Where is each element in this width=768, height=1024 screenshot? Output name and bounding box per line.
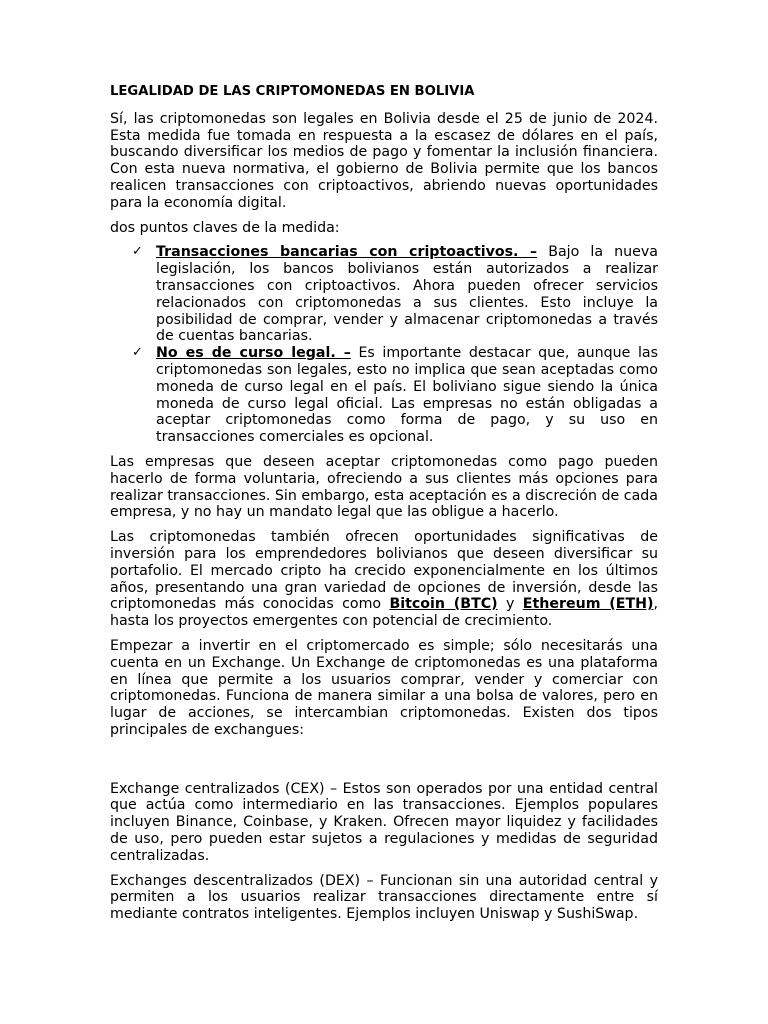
inversion-text-mid: y (497, 596, 523, 613)
ethereum-link[interactable]: Ethereum (ETH) (522, 596, 654, 613)
checkmark-icon: ✓ (132, 345, 143, 361)
cex-paragraph: Exchange centralizados (CEX) – Estos son operados por una entidad central que actúa como intermediario en las transacciones. Ejemplos populares incluyen Binance, Coinbase, y Kraken. Ofrecen mayor liquidez y facilidades de uso, pero pueden estar sujetos a regulaciones y medidas de seguridad centralizadas. (110, 780, 658, 864)
list-item (132, 345, 658, 446)
inversion-text-before: Las criptomonedas también ofrecen oportunidades significativas de inversión para los emprendedores bolivianos que deseen diversificar su portafolio. El mercado cripto ha crecido exponencialmente en los últimos años, presentando una gran variedad de opciones de inversión, desde las criptomonedas más conocidas como (110, 529, 658, 613)
dex-paragraph: Exchanges descentralizados (DEX) – Funcionan sin una autoridad central y permiten a los usuarios realizar transacciones directamente entre sí mediante contratos inteligentes. Ejemplos incluyen Uniswap y SushiSwap. (110, 872, 658, 923)
key-points-list (110, 244, 658, 446)
blank-line (110, 747, 658, 781)
points-intro: dos puntos claves de la medida: (110, 219, 340, 236)
bullet-heading: No es de curso legal. – (156, 345, 351, 362)
intro-paragraph: Sí, las criptomonedas son legales en Bolivia desde el 25 de junio de 2024. Esta medida fue tomada en respuesta a la escasez de dólares en el país, buscando diversificar los medios de pago y fomentar la inclusión financiera. Con esta nueva normativa, el gobierno de Bolivia permite que los bancos realicen transacciones con criptoactivos, abriendo nuevas oportunidades para la economía digital. (110, 110, 658, 211)
inversion-text-after: , hasta los proyectos emergentes con potencial de crecimiento. (110, 596, 658, 630)
exchange-paragraph: Empezar a invertir en el criptomercado es simple; sólo necesitarás una cuenta en un Exchange. Un Exchange de criptomonedas es una plataforma en línea que permite a los usuarios comprar, vender y comerciar con criptomonedas. Funciona de manera similar a una bolsa de valores, pero en lugar de acciones, se intercambian criptomonedas. Existen dos tipos principales de exchangues: (110, 637, 658, 738)
document-title: LEGALIDAD DE LAS CRIPTOMONEDAS EN BOLIVIA (110, 84, 475, 99)
bullet-text: Es importante destacar que, aunque las criptomonedas son legales, esto no implica que sean aceptadas como moneda de curso legal en el país. El boliviano sigue siendo la única moneda de curso legal oficial. Las empresas no están obligadas a aceptar criptomonedas como forma de pago, y su uso en transacciones comerciales es opcional. (156, 345, 658, 446)
bullet-text: Bajo la nueva legislación, los bancos bolivianos están autorizados a realizar transacciones con criptoactivos. Ahora pueden ofrecer servicios relacionados con criptomonedas a sus clientes. Esto incluye la posibilidad de comprar, vender y almacenar criptomonedas a través de cuentas bancarias. (156, 244, 658, 345)
inversion-paragraph (110, 529, 658, 630)
empresas-paragraph: Las empresas que deseen aceptar criptomonedas como pago pueden hacerlo de forma voluntaria, ofreciendo a sus clientes más opciones para realizar transacciones. Sin embargo, esta aceptación es a discreción de cada empresa, y no hay un mandato legal que las obligue a hacerlo. (110, 453, 658, 521)
bitcoin-link[interactable]: Bitcoin (BTC) (389, 596, 498, 613)
list-item (132, 244, 658, 345)
checkmark-icon: ✓ (132, 244, 143, 260)
bullet-heading: Transacciones bancarias con criptoactivos. – (156, 244, 538, 261)
